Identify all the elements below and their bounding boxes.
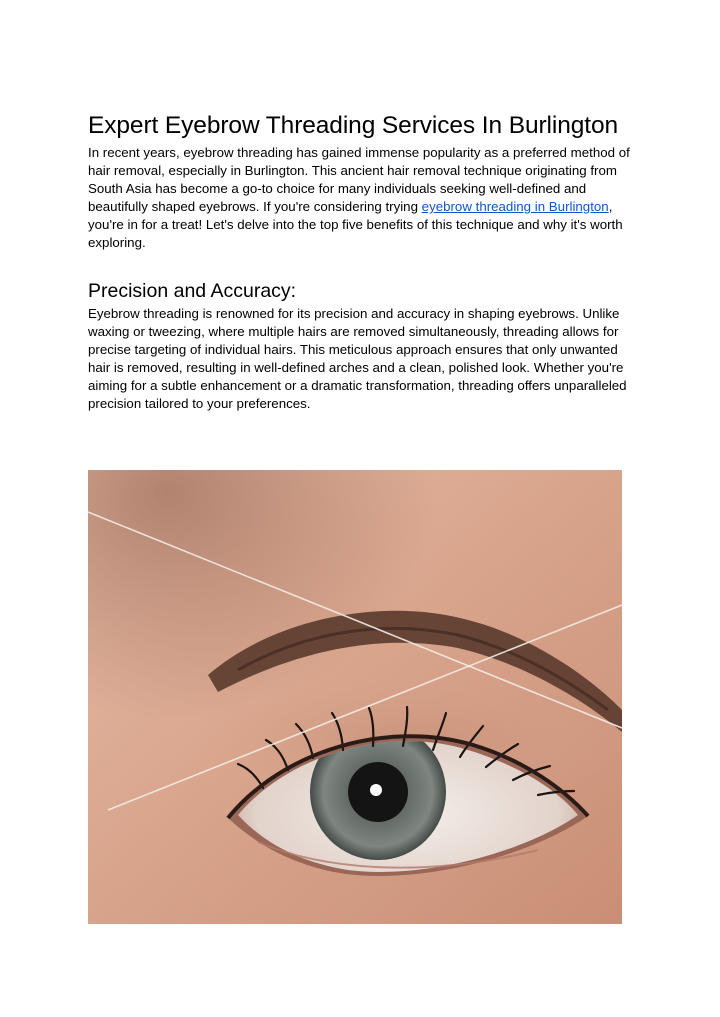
- intro-paragraph: [88, 144, 636, 252]
- eyebrow-threading-photo: [88, 470, 622, 924]
- document-content: [88, 108, 636, 413]
- section-heading: Precision and Accuracy:: [88, 280, 297, 302]
- intro-text-after-link: , you're in for a treat! Let's delve into the top five benefits of this technique and why it's worth exploring.: [88, 199, 623, 250]
- section-paragraph: Eyebrow threading is renowned for its precision and accuracy in shaping eyebrows. Unlike waxing or tweezing, where multiple hairs are removed simultaneously, threading allows for precise targeting of individual hairs. This meticulous approach ensures that only unwanted hair is removed, resulting in well-defined arches and a clean, polished look. Whether you're aiming for a subtle enhancement or a dramatic transformation, threading offers unparalleled precision tailored to your preferences.: [88, 306, 627, 411]
- page-title: Expert Eyebrow Threading Services In Burlington: [88, 112, 619, 139]
- eye-illustration: [88, 470, 622, 924]
- eyebrow-threading-link[interactable]: eyebrow threading in Burlington: [421, 199, 609, 214]
- intro-text-before-link: In recent years, eyebrow threading has gained immense popularity as a preferred method of hair removal, especially in Burlington. This ancient hair removal technique originating from South Asia has become a go-to choice for many individuals seeking well-defined and beautifully shaped eyebrows. If you're considering trying: [88, 145, 630, 214]
